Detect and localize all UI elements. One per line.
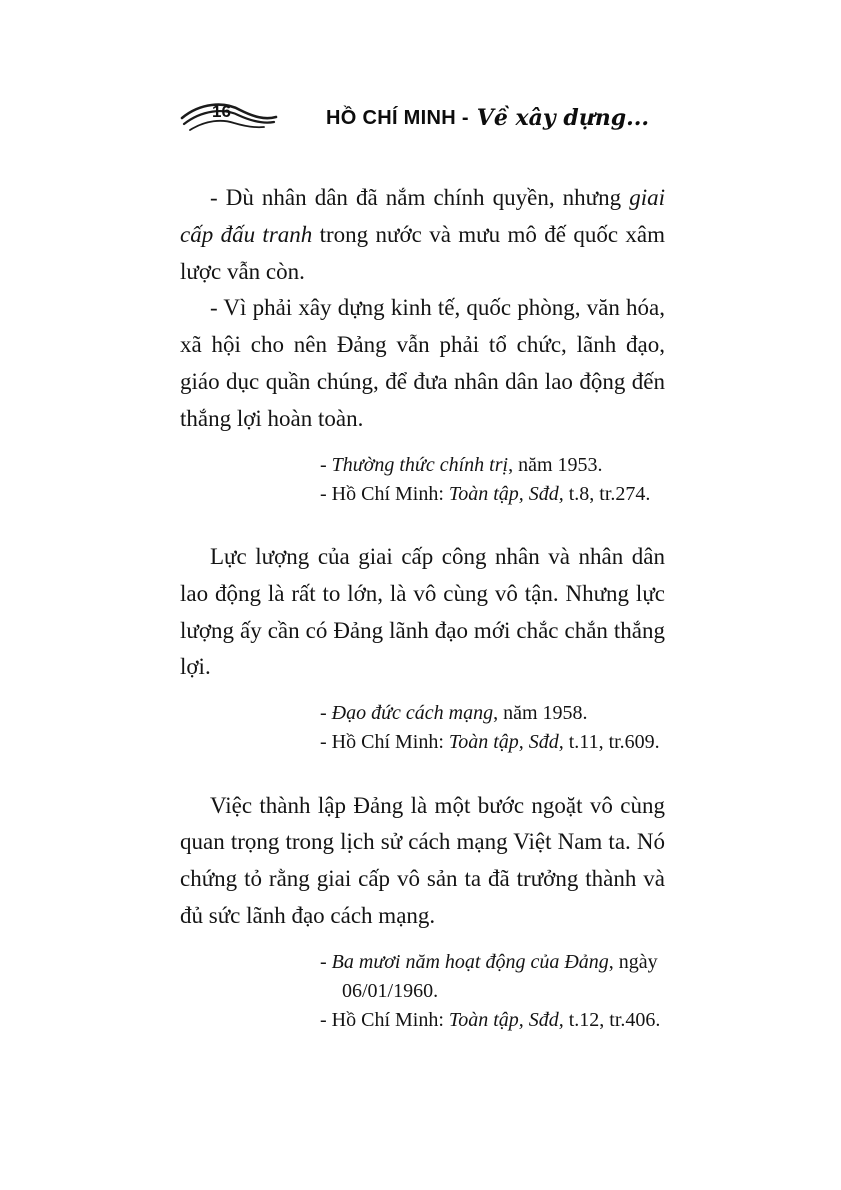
text-run: Việc thành lập Đảng là một bước ngoặt vô cùng quan trọng trong lịch sử cách mạng Việt Nam ta. Nó chứng tỏ rằng giai cấp vô sản ta đã trưởng thành và đủ sức lãnh đạo cách mạng. [180,792,665,928]
text-run: t.8, tr.274. [563,482,651,505]
italic-run: Toàn tập, Sđd, [448,1009,564,1032]
italic-run: giai cấp đấu tranh [180,185,665,247]
text-run: - Hồ Chí Minh: [320,731,449,754]
italic-run: Toàn tập, Sđd, [448,482,564,505]
italic-run: Đạo đức cách mạng [331,702,494,725]
text-run: t.12, tr.406. [563,1009,661,1032]
citation-block [320,451,665,509]
page-number: 16 [212,102,231,121]
citation-line [320,480,665,509]
text-run: , năm 1953. [508,453,603,476]
text-run: - Dù nhân dân đã nắm chính quyền, nhưng [210,185,630,210]
text-run: - Hồ Chí Minh: [320,482,449,505]
page-body [180,180,665,1035]
header-title: HỒ CHÍ MINH - [326,106,469,129]
text-run: Lực lượng của giai cấp công nhân và nhân dân lao động là rất to lớn, là vô cùng vô tận. Nhưng lực lượng ấy cần có Đảng lãnh đạo mới chắc chắn thắng lợi. [180,543,665,680]
text-run: , ngày 06/01/1960. [342,950,658,1002]
text-run: - [320,950,332,973]
body-paragraph [180,290,665,437]
page-header [180,98,665,138]
text-run: - [320,453,332,476]
text-run: - [320,702,332,725]
page-number-flourish [180,99,280,137]
citation-line [320,451,665,480]
citation-block [320,699,665,757]
body-paragraph [180,539,665,686]
text-run: t.11, tr.609. [563,731,660,754]
italic-run: Toàn tập, Sđd, [448,731,564,754]
header-subtitle: Về xây dựng... [476,105,650,131]
text-run: - Hồ Chí Minh: [320,1009,449,1032]
italic-run: Thường thức chính trị [331,453,509,476]
citation-line [320,1006,665,1035]
text-run: , năm 1958. [493,702,588,725]
citation-line [320,728,665,757]
citation-line [320,699,665,728]
citation-line [320,948,665,1006]
body-paragraph [180,788,665,935]
body-paragraph [180,180,665,290]
text-run: - Vì phải xây dựng kinh tế, quốc phòng, văn hóa, xã hội cho nên Đảng vẫn phải tổ chức, lãnh đạo, giáo dục quần chúng, để đưa nhân dân lao động đến thắng lợi hoàn toàn. [180,295,665,431]
italic-run: Ba mươi năm hoạt động của Đảng [331,950,609,973]
text-run: trong nước và mưu mô đế quốc xâm lược vẫn còn. [180,221,665,284]
citation-block [320,948,665,1036]
